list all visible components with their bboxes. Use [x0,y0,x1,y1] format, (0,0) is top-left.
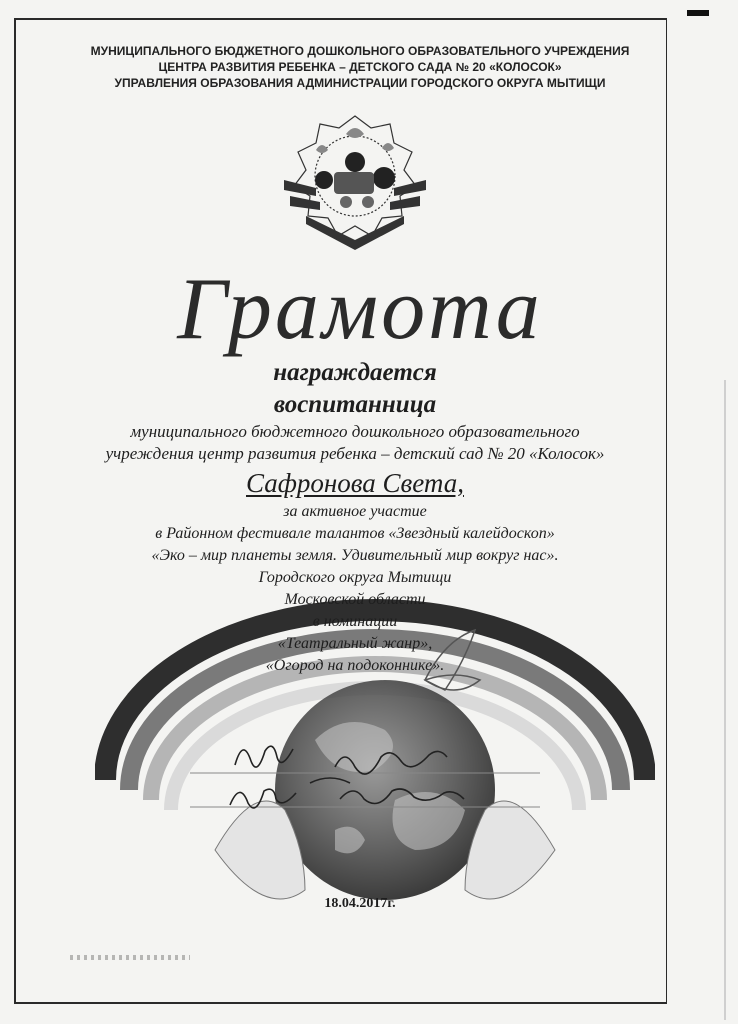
festival-line: в Районном фестивале талантов «Звездный калейдоскоп» [155,525,555,542]
header-line-3: УПРАВЛЕНИЯ ОБРАЗОВАНИЯ АДМИНИСТРАЦИИ ГОРОДСКОГО ОКРУГА МЫТИЩИ [114,76,606,90]
handwritten-signatures-icon [230,746,464,808]
theme-line: «Эко – мир планеты земля. Удивительный мир вокруг нас». [151,547,559,564]
nomination-label: в номинации [312,613,398,630]
scan-smudge [70,955,190,960]
district-line: Городского округа Мытищи [258,569,452,586]
pupil-label: воспитанница [273,391,437,418]
organization-line-1: муниципального бюджетного дошкольного образовательного [130,422,580,441]
nomination-2: «Огород на подоконнике». [265,657,445,674]
kindergarten-emblem-icon [276,110,434,260]
scan-mark [687,10,709,16]
recipient-name: Сафронова Света, [246,468,464,498]
region-line: Московской области [284,591,426,608]
certificate-date: 18.04.2017г. [324,896,396,911]
signature-block [70,735,630,845]
institution-header [60,43,660,91]
awarded-label: награждается [273,359,437,386]
certificate-title: Грамота [177,261,543,358]
nomination-1: «Театральный жанр», [277,635,433,652]
organization-line-2: учреждения центр развития ребенка – детский сад № 20 «Колосок» [105,444,605,463]
header-line-2: ЦЕНТРА РАЗВИТИЯ РЕБЕНКА – ДЕТСКОГО САДА № 20 «КОЛОСОК» [158,60,562,74]
reason-line: за активное участие [283,503,427,520]
award-text [40,357,670,677]
scan-edge [724,380,726,1020]
header-line-1: МУНИЦИПАЛЬНОГО БЮДЖЕТНОГО ДОШКОЛЬНОГО ОБРАЗОВАТЕЛЬНОГО УЧРЕЖДЕНИЯ [90,44,630,58]
